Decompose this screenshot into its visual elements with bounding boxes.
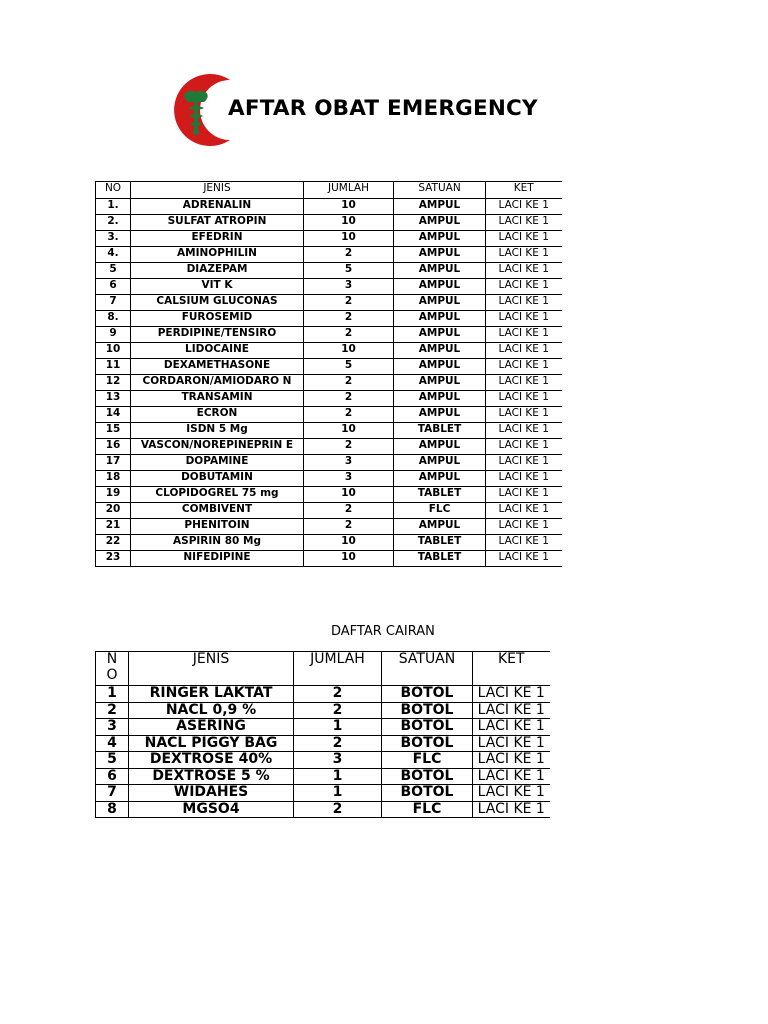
cell-satuan: BOTOL xyxy=(382,686,473,703)
cell-ket: LACI KE 1 xyxy=(486,295,562,311)
cell-ket: LACI KE 1 xyxy=(473,719,550,736)
cell-no: 1. xyxy=(96,199,131,215)
table-row xyxy=(96,686,550,703)
table-row xyxy=(96,455,562,471)
cell-satuan: BOTOL xyxy=(382,735,473,752)
cell-no: 14 xyxy=(96,407,131,423)
cairan-table-body xyxy=(96,686,550,818)
cell-ket: LACI KE 1 xyxy=(473,801,550,818)
cell-jumlah: 2 xyxy=(304,295,394,311)
cell-jenis: ASERING xyxy=(129,719,294,736)
table-row xyxy=(96,311,562,327)
cell-jenis: ADRENALIN xyxy=(131,199,304,215)
cell-satuan: AMPUL xyxy=(394,471,486,487)
cell-no: 19 xyxy=(96,487,131,503)
cell-no: 13 xyxy=(96,391,131,407)
cell-satuan: AMPUL xyxy=(394,375,486,391)
cell-jumlah: 10 xyxy=(304,551,394,567)
section-title-cairan: DAFTAR CAIRAN xyxy=(331,624,435,639)
cell-jumlah: 3 xyxy=(304,279,394,295)
cell-ket: LACI KE 1 xyxy=(473,768,550,785)
cell-satuan: AMPUL xyxy=(394,407,486,423)
cell-jenis: ASPIRIN 80 Mg xyxy=(131,535,304,551)
cell-no: 11 xyxy=(96,359,131,375)
cell-ket: LACI KE 1 xyxy=(486,391,562,407)
cell-satuan: FLC xyxy=(394,503,486,519)
cell-jenis: DOBUTAMIN xyxy=(131,471,304,487)
table-row xyxy=(96,801,550,818)
cell-jumlah: 5 xyxy=(304,359,394,375)
table-row xyxy=(96,343,562,359)
cell-satuan: AMPUL xyxy=(394,343,486,359)
cell-jenis: CALSIUM GLUCONAS xyxy=(131,295,304,311)
cell-jumlah: 1 xyxy=(294,785,382,802)
cell-satuan: AMPUL xyxy=(394,231,486,247)
cell-no: 23 xyxy=(96,551,131,567)
cell-no: 4 xyxy=(96,735,129,752)
cell-satuan: FLC xyxy=(382,752,473,769)
cell-no: 5 xyxy=(96,263,131,279)
cell-jenis: PERDIPINE/TENSIRO xyxy=(131,327,304,343)
cell-no: 16 xyxy=(96,439,131,455)
table-header-row xyxy=(96,652,550,686)
cell-jenis: WIDAHES xyxy=(129,785,294,802)
table-row xyxy=(96,231,562,247)
cell-ket: LACI KE 1 xyxy=(486,471,562,487)
table-row xyxy=(96,375,562,391)
cell-no: 8 xyxy=(96,801,129,818)
cell-no: 22 xyxy=(96,535,131,551)
table-row xyxy=(96,295,562,311)
cell-jenis: ECRON xyxy=(131,407,304,423)
cell-jenis: NACL PIGGY BAG xyxy=(129,735,294,752)
cell-jumlah: 3 xyxy=(304,471,394,487)
cell-no: 2 xyxy=(96,702,129,719)
cell-satuan: AMPUL xyxy=(394,247,486,263)
cell-ket: LACI KE 1 xyxy=(473,785,550,802)
table-row xyxy=(96,247,562,263)
cell-jumlah: 1 xyxy=(294,719,382,736)
cell-no: 9 xyxy=(96,327,131,343)
cell-jumlah: 2 xyxy=(304,407,394,423)
cell-ket: LACI KE 1 xyxy=(486,375,562,391)
cell-satuan: BOTOL xyxy=(382,768,473,785)
cell-ket: LACI KE 1 xyxy=(486,519,562,535)
cell-ket: LACI KE 1 xyxy=(486,231,562,247)
cell-jumlah: 2 xyxy=(294,735,382,752)
table-row xyxy=(96,785,550,802)
cell-no: 18 xyxy=(96,471,131,487)
cell-ket: LACI KE 1 xyxy=(473,752,550,769)
cell-jenis: LIDOCAINE xyxy=(131,343,304,359)
cell-jumlah: 5 xyxy=(304,263,394,279)
cell-jenis: SULFAT ATROPIN xyxy=(131,215,304,231)
cell-ket: LACI KE 1 xyxy=(486,551,562,567)
cell-jenis: TRANSAMIN xyxy=(131,391,304,407)
cell-satuan: AMPUL xyxy=(394,519,486,535)
table-row xyxy=(96,199,562,215)
cell-jumlah: 10 xyxy=(304,343,394,359)
table-row xyxy=(96,407,562,423)
cell-jumlah: 2 xyxy=(304,519,394,535)
column-header-satuan: SATUAN xyxy=(382,652,473,686)
cell-jenis: CORDARON/AMIODARO N xyxy=(131,375,304,391)
cell-jumlah: 2 xyxy=(304,311,394,327)
cell-satuan: TABLET xyxy=(394,535,486,551)
cell-jumlah: 10 xyxy=(304,535,394,551)
cell-jenis: AMINOPHILIN xyxy=(131,247,304,263)
obat-table xyxy=(95,181,562,567)
column-header-ket: KET xyxy=(473,652,550,686)
cell-ket: LACI KE 1 xyxy=(486,343,562,359)
cell-no: 4. xyxy=(96,247,131,263)
table-header-row xyxy=(96,182,562,199)
cell-no: 10 xyxy=(96,343,131,359)
cell-jumlah: 2 xyxy=(294,702,382,719)
table-row xyxy=(96,503,562,519)
cell-jenis: DEXTROSE 5 % xyxy=(129,768,294,785)
cell-satuan: AMPUL xyxy=(394,215,486,231)
cell-jumlah: 3 xyxy=(304,455,394,471)
cell-ket: LACI KE 1 xyxy=(473,735,550,752)
cell-jenis: DEXTROSE 40% xyxy=(129,752,294,769)
cell-ket: LACI KE 1 xyxy=(486,199,562,215)
page-title: AFTAR OBAT EMERGENCY xyxy=(228,96,538,121)
cell-ket: LACI KE 1 xyxy=(486,327,562,343)
cell-jumlah: 2 xyxy=(304,247,394,263)
table-row xyxy=(96,439,562,455)
cell-satuan: AMPUL xyxy=(394,359,486,375)
cell-no: 6 xyxy=(96,279,131,295)
cell-jumlah: 10 xyxy=(304,215,394,231)
cell-ket: LACI KE 1 xyxy=(486,503,562,519)
cell-jenis: ISDN 5 Mg xyxy=(131,423,304,439)
cell-no: 7 xyxy=(96,295,131,311)
cell-jumlah: 10 xyxy=(304,423,394,439)
table-row xyxy=(96,359,562,375)
cell-jenis: PHENITOIN xyxy=(131,519,304,535)
cell-ket: LACI KE 1 xyxy=(486,279,562,295)
cell-satuan: TABLET xyxy=(394,551,486,567)
cell-satuan: AMPUL xyxy=(394,295,486,311)
cell-jenis: CLOPIDOGREL 75 mg xyxy=(131,487,304,503)
table-row xyxy=(96,768,550,785)
table-row xyxy=(96,423,562,439)
cell-no: 5 xyxy=(96,752,129,769)
cell-no: 2. xyxy=(96,215,131,231)
cell-satuan: AMPUL xyxy=(394,455,486,471)
cell-jumlah: 1 xyxy=(294,768,382,785)
cell-ket: LACI KE 1 xyxy=(486,487,562,503)
cell-jenis: DEXAMETHASONE xyxy=(131,359,304,375)
cell-satuan: FLC xyxy=(382,801,473,818)
cell-ket: LACI KE 1 xyxy=(486,311,562,327)
column-header-no: NO xyxy=(96,182,131,199)
cell-ket: LACI KE 1 xyxy=(486,535,562,551)
column-header-satuan: SATUAN xyxy=(394,182,486,199)
cell-jumlah: 2 xyxy=(304,391,394,407)
cell-jumlah: 2 xyxy=(304,375,394,391)
cell-no: 17 xyxy=(96,455,131,471)
cairan-table xyxy=(95,651,550,818)
cell-jenis: VASCON/NOREPINEPRIN E xyxy=(131,439,304,455)
cell-no: 15 xyxy=(96,423,131,439)
table-row xyxy=(96,735,550,752)
cell-ket: LACI KE 1 xyxy=(486,215,562,231)
cell-jenis: MGSO4 xyxy=(129,801,294,818)
table-row xyxy=(96,263,562,279)
cell-ket: LACI KE 1 xyxy=(486,455,562,471)
column-header-jenis: JENIS xyxy=(129,652,294,686)
cell-jumlah: 10 xyxy=(304,199,394,215)
obat-table-body xyxy=(96,199,562,567)
table-row xyxy=(96,327,562,343)
column-header-jenis: JENIS xyxy=(131,182,304,199)
cell-satuan: AMPUL xyxy=(394,391,486,407)
cell-jumlah: 2 xyxy=(294,686,382,703)
table-row xyxy=(96,719,550,736)
table-row xyxy=(96,519,562,535)
cell-jumlah: 3 xyxy=(294,752,382,769)
cell-ket: LACI KE 1 xyxy=(486,423,562,439)
cell-no: 3 xyxy=(96,719,129,736)
cell-jenis: NACL 0,9 % xyxy=(129,702,294,719)
cell-satuan: BOTOL xyxy=(382,719,473,736)
cell-satuan: BOTOL xyxy=(382,785,473,802)
cell-satuan: AMPUL xyxy=(394,279,486,295)
cell-ket: LACI KE 1 xyxy=(486,407,562,423)
table-row xyxy=(96,279,562,295)
cell-ket: LACI KE 1 xyxy=(473,686,550,703)
cell-jenis: DOPAMINE xyxy=(131,455,304,471)
cell-satuan: AMPUL xyxy=(394,439,486,455)
cell-satuan: TABLET xyxy=(394,423,486,439)
cell-jumlah: 2 xyxy=(304,327,394,343)
cell-satuan: AMPUL xyxy=(394,311,486,327)
cell-jenis: VIT K xyxy=(131,279,304,295)
cell-jenis: COMBIVENT xyxy=(131,503,304,519)
table-row xyxy=(96,391,562,407)
table-row xyxy=(96,551,562,567)
cell-satuan: AMPUL xyxy=(394,263,486,279)
cell-no: 12 xyxy=(96,375,131,391)
cell-ket: LACI KE 1 xyxy=(486,247,562,263)
cell-no: 8. xyxy=(96,311,131,327)
cell-jenis: NIFEDIPINE xyxy=(131,551,304,567)
column-header-jumlah: JUMLAH xyxy=(294,652,382,686)
cell-no: 20 xyxy=(96,503,131,519)
cell-jumlah: 2 xyxy=(304,503,394,519)
cell-jumlah: 2 xyxy=(294,801,382,818)
table-row xyxy=(96,535,562,551)
table-row xyxy=(96,471,562,487)
cell-no: 7 xyxy=(96,785,129,802)
cell-jumlah: 10 xyxy=(304,231,394,247)
cell-no: 21 xyxy=(96,519,131,535)
cell-no: 3. xyxy=(96,231,131,247)
cell-no: 6 xyxy=(96,768,129,785)
cell-ket: LACI KE 1 xyxy=(486,359,562,375)
cell-jumlah: 10 xyxy=(304,487,394,503)
cell-satuan: TABLET xyxy=(394,487,486,503)
table-row xyxy=(96,215,562,231)
column-header-ket: KET xyxy=(486,182,562,199)
column-header-jumlah: JUMLAH xyxy=(304,182,394,199)
cell-satuan: AMPUL xyxy=(394,327,486,343)
table-row xyxy=(96,702,550,719)
column-header-no: N O xyxy=(96,652,129,686)
cell-satuan: BOTOL xyxy=(382,702,473,719)
cell-jumlah: 2 xyxy=(304,439,394,455)
table-row xyxy=(96,752,550,769)
cell-ket: LACI KE 1 xyxy=(473,702,550,719)
cell-satuan: AMPUL xyxy=(394,199,486,215)
cell-ket: LACI KE 1 xyxy=(486,439,562,455)
table-row xyxy=(96,487,562,503)
crescent-logo xyxy=(158,74,236,146)
cell-jenis: EFEDRIN xyxy=(131,231,304,247)
cell-jenis: DIAZEPAM xyxy=(131,263,304,279)
cell-jenis: FUROSEMID xyxy=(131,311,304,327)
cell-no: 1 xyxy=(96,686,129,703)
cell-jenis: RINGER LAKTAT xyxy=(129,686,294,703)
cell-ket: LACI KE 1 xyxy=(486,263,562,279)
